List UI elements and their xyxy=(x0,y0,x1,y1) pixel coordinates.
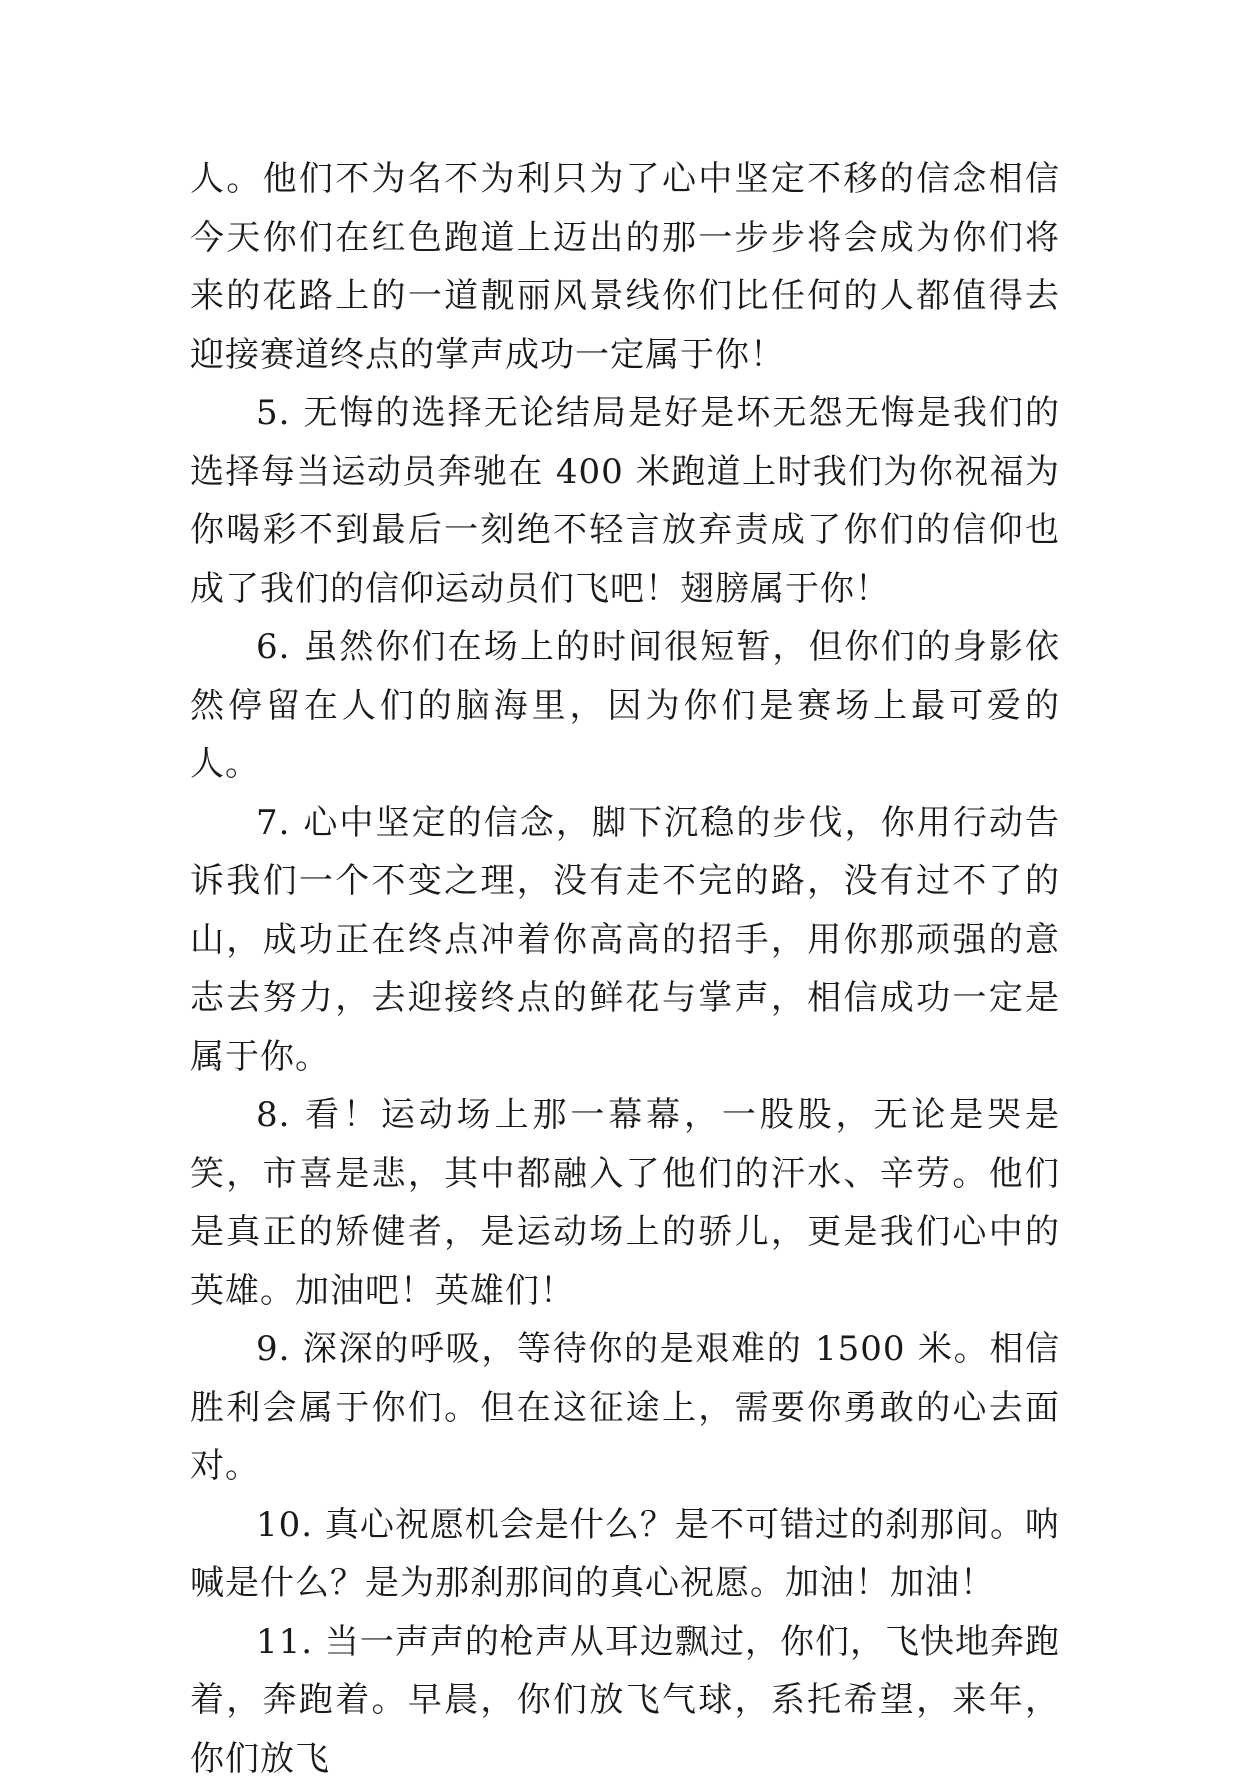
paragraph-item-9: 9. 深深的呼吸，等待你的是艰难的 1500 米。相信胜利会属于你们。但在这征途上，需要你勇敢的心去面对。 xyxy=(190,1320,1060,1496)
document-body xyxy=(190,150,1060,1788)
paragraph-item-10: 10. 真心祝愿机会是什么？是不可错过的刹那间。呐喊是什么？是为那刹那间的真心祝愿。加油！加油！ xyxy=(190,1496,1060,1613)
paragraph-item-11: 11. 当一声声的枪声从耳边飘过，你们，飞快地奔跑着，奔跑着。早晨，你们放飞气球，系托希望，来年，你们放飞 xyxy=(190,1613,1060,1788)
paragraph-continued: 人。他们不为名不为利只为了心中坚定不移的信念相信今天你们在红色跑道上迈出的那一步步将会成为你们将来的花路上的一道靓丽风景线你们比任何的人都值得去迎接赛道终点的掌声成功一定属于你！ xyxy=(190,150,1060,384)
paragraph-item-6: 6. 虽然你们在场上的时间很短暂，但你们的身影依然停留在人们的脑海里，因为你们是赛场上最可爱的人。 xyxy=(190,618,1060,794)
paragraph-item-8: 8. 看！运动场上那一幕幕，一股股，无论是哭是笑，市喜是悲，其中都融入了他们的汗水、辛劳。他们是真正的矫健者，是运动场上的骄儿，更是我们心中的英雄。加油吧！英雄们！ xyxy=(190,1086,1060,1320)
paragraph-item-5: 5. 无悔的选择无论结局是好是坏无怨无悔是我们的选择每当运动员奔驰在 400 米跑道上时我们为你祝福为你喝彩不到最后一刻绝不轻言放弃责成了你们的信仰也成了我们的信仰运动员们飞吧！翅膀属于你！ xyxy=(190,384,1060,618)
paragraph-item-7: 7. 心中坚定的信念，脚下沉稳的步伐，你用行动告诉我们一个不变之理，没有走不完的路，没有过不了的山，成功正在终点冲着你高高的招手，用你那顽强的意志去努力，去迎接终点的鲜花与掌声，相信成功一定是属于你。 xyxy=(190,794,1060,1087)
